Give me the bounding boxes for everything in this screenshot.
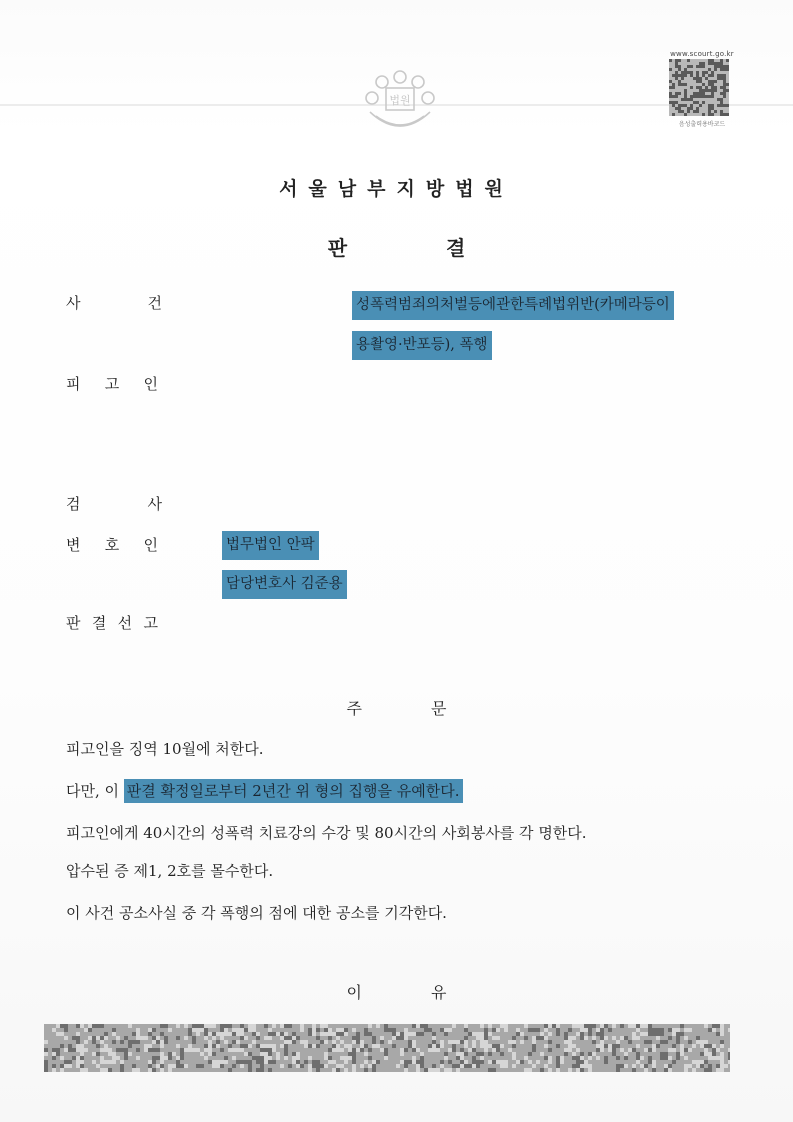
order-line-3: 피고인에게 40시간의 성폭력 치료강의 수강 및 80시간의 사회봉사를 각 명한다. xyxy=(66,824,587,842)
label-char: 검 xyxy=(66,495,81,513)
prosecutor-label xyxy=(66,493,162,514)
reason-heading xyxy=(0,980,793,1003)
counsel-firm: 법무법인 안팍 xyxy=(222,531,319,560)
document-title xyxy=(0,232,793,261)
redacted-band xyxy=(44,1024,730,1072)
court-name: 서울남부지방법원 xyxy=(279,178,514,200)
label-char: 건 xyxy=(147,294,162,312)
order-line-2-prefix: 다만, 이 xyxy=(66,782,124,800)
heading-char: 문 xyxy=(431,699,447,718)
emblem-text: 법원 xyxy=(389,94,411,107)
label-char: 사 xyxy=(147,495,162,513)
case-name-line1: 성폭력범죄의처벌등에관한특례법위반(카메라등이 xyxy=(352,291,674,320)
label-char: 인 xyxy=(143,536,158,554)
qr-caption: 음성출력용바코드 xyxy=(678,121,726,128)
heading-char: 이 xyxy=(346,983,362,1002)
counsel-label xyxy=(66,534,158,555)
order-heading xyxy=(0,696,793,719)
document-title-char: 판 xyxy=(327,236,348,260)
case-name-line2: 용촬영·반포등), 폭행 xyxy=(352,331,492,360)
heading-char: 유 xyxy=(431,983,447,1002)
order-line-1: 피고인을 징역 10월에 처한다. xyxy=(66,740,264,758)
label-char: 변 xyxy=(66,536,81,554)
sentence-date-label xyxy=(66,612,158,633)
label-char: 판 xyxy=(66,614,81,632)
counsel-attorney: 담당변호사 김준용 xyxy=(222,570,347,599)
label-char: 고 xyxy=(143,614,158,632)
label-char: 피 xyxy=(66,375,81,393)
order-line-2-highlight: 판결 확정일로부터 2년간 위 형의 집행을 유예한다. xyxy=(124,779,463,803)
document-title-char: 결 xyxy=(445,236,466,260)
order-line-2 xyxy=(66,780,463,801)
order-line-4: 압수된 증 제1, 2호를 몰수한다. xyxy=(66,862,274,880)
label-char: 사 xyxy=(66,294,81,312)
qr-url: www.scourt.go.kr xyxy=(670,50,734,58)
label-char: 호 xyxy=(104,536,120,554)
label-char: 인 xyxy=(143,375,158,393)
label-char: 결 xyxy=(91,614,107,632)
case-label xyxy=(66,292,162,313)
defendant-label xyxy=(66,373,158,394)
court-emblem-icon xyxy=(360,62,440,138)
qr-code-icon xyxy=(669,59,729,116)
heading-char: 주 xyxy=(346,699,362,718)
label-char: 고 xyxy=(104,375,120,393)
label-char: 선 xyxy=(117,614,133,632)
order-line-5: 이 사건 공소사실 중 각 폭행의 점에 대한 공소를 기각한다. xyxy=(66,904,447,922)
